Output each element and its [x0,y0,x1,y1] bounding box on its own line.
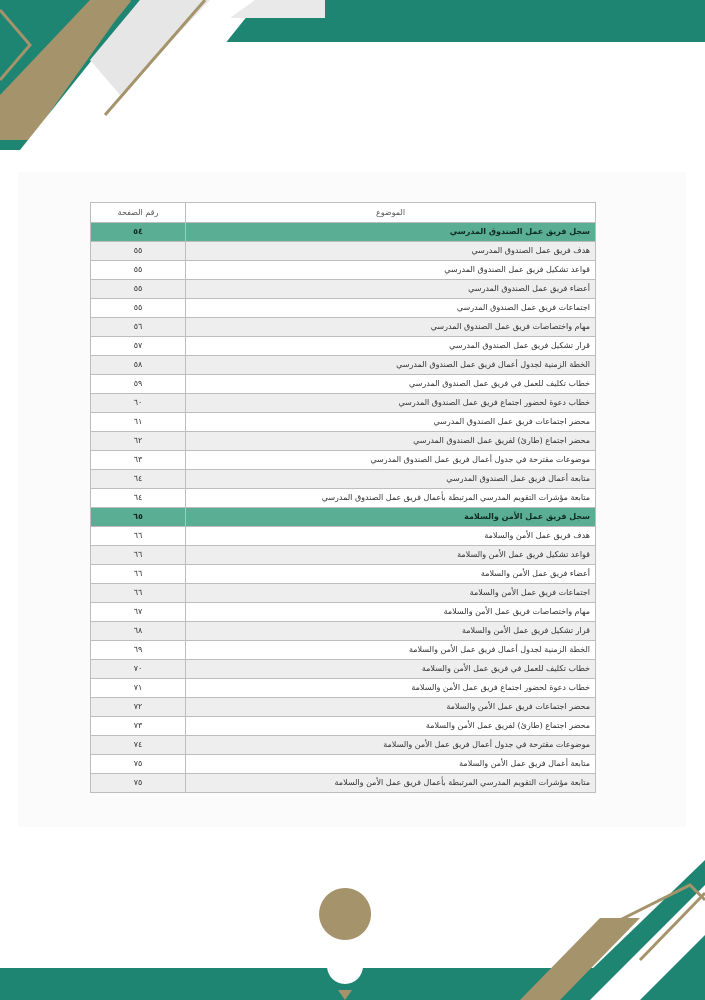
table-row [91,527,596,546]
row-subject: قرار تشكيل فريق عمل الصندوق المدرسي [186,337,596,356]
table-row [91,698,596,717]
table-body [91,223,596,793]
row-subject: محضر اجتماعات فريق عمل الأمن والسلامة [186,698,596,717]
row-page-number: ٥٥ [91,242,186,261]
table-row [91,299,596,318]
row-subject: محضر اجتماع (طارئ) لفريق عمل الصندوق المدرسي [186,432,596,451]
table-row [91,679,596,698]
row-page-number: ٦٩ [91,641,186,660]
table-row [91,584,596,603]
row-subject: اجتماعات فريق عمل الأمن والسلامة [186,584,596,603]
section-row [91,508,596,527]
table-row [91,755,596,774]
row-subject: أعضاء فريق عمل الأمن والسلامة [186,565,596,584]
table-row [91,413,596,432]
table-row [91,432,596,451]
table-row [91,546,596,565]
row-page-number: ٦٢ [91,432,186,451]
row-subject: متابعة مؤشرات التقويم المدرسي المرتبطة بأعمال فريق عمل الصندوق المدرسي [186,489,596,508]
row-subject: خطاب تكليف للعمل في فريق عمل الأمن والسلامة [186,660,596,679]
row-subject: الخطة الزمنية لجدول أعمال فريق عمل الصندوق المدرسي [186,356,596,375]
row-subject: موضوعات مقترحة في جدول أعمال فريق عمل الصندوق المدرسي [186,451,596,470]
row-subject: مهام واختصاصات فريق عمل الصندوق المدرسي [186,318,596,337]
row-page-number: ٧٠ [91,660,186,679]
row-page-number: ٦٣ [91,451,186,470]
row-page-number: ٧٢ [91,698,186,717]
row-page-number: ٦٨ [91,622,186,641]
table-of-contents [90,202,596,793]
row-subject: خطاب دعوة لحضور اجتماع فريق عمل الصندوق المدرسي [186,394,596,413]
row-page-number: ٦٧ [91,603,186,622]
row-subject: أعضاء فريق عمل الصندوق المدرسي [186,280,596,299]
row-subject: مهام واختصاصات فريق عمل الأمن والسلامة [186,603,596,622]
row-page-number: ٥٦ [91,318,186,337]
row-page-number: ٦٦ [91,565,186,584]
table-row [91,470,596,489]
row-subject: الخطة الزمنية لجدول أعمال فريق عمل الأمن والسلامة [186,641,596,660]
row-page-number: ٦٤ [91,470,186,489]
row-page-number: ٦١ [91,413,186,432]
table-row [91,660,596,679]
row-subject: محضر اجتماع (طارئ) لفريق عمل الأمن والسلامة [186,717,596,736]
row-page-number: ٥٥ [91,280,186,299]
row-subject: متابعة أعمال فريق عمل الأمن والسلامة [186,755,596,774]
row-subject: هدف فريق عمل الأمن والسلامة [186,527,596,546]
row-subject: قرار تشكيل فريق عمل الأمن والسلامة [186,622,596,641]
row-page-number: ٦٦ [91,584,186,603]
row-page-number: ٦٥ [91,508,186,527]
row-subject: هدف فريق عمل الصندوق المدرسي [186,242,596,261]
table-row [91,736,596,755]
row-subject: قواعد تشكيل فريق عمل الصندوق المدرسي [186,261,596,280]
table-row [91,774,596,793]
row-page-number: ٥٨ [91,356,186,375]
table-row [91,242,596,261]
row-page-number: ٦٦ [91,546,186,565]
table-row [91,356,596,375]
row-subject: سجل فريق عمل الأمن والسلامة [186,508,596,527]
table-row [91,337,596,356]
bottom-pin-ornament [319,888,371,940]
row-page-number: ٥٥ [91,261,186,280]
row-subject: قواعد تشكيل فريق عمل الأمن والسلامة [186,546,596,565]
table-header-row [91,203,596,223]
row-page-number: ٦٠ [91,394,186,413]
table-row [91,318,596,337]
table-row [91,280,596,299]
row-subject: محضر اجتماعات فريق عمل الصندوق المدرسي [186,413,596,432]
header-subject: الموضوع [186,203,596,223]
bottom-pin-inner [327,948,363,984]
section-row [91,223,596,242]
table-row [91,622,596,641]
header-page-number: رقم الصفحة [91,203,186,223]
row-page-number: ٧١ [91,679,186,698]
table-row [91,641,596,660]
row-page-number: ٥٩ [91,375,186,394]
table-row [91,261,596,280]
row-subject: خطاب تكليف للعمل في فريق عمل الصندوق المدرسي [186,375,596,394]
row-subject: اجتماعات فريق عمل الصندوق المدرسي [186,299,596,318]
row-page-number: ٧٥ [91,774,186,793]
table-row [91,717,596,736]
row-page-number: ٥٧ [91,337,186,356]
table-row [91,451,596,470]
row-page-number: ٥٤ [91,223,186,242]
row-page-number: ٧٣ [91,717,186,736]
row-page-number: ٦٦ [91,527,186,546]
table-row [91,565,596,584]
row-page-number: ٧٥ [91,755,186,774]
table-row [91,603,596,622]
table-row [91,394,596,413]
table-row [91,375,596,394]
row-page-number: ٥٥ [91,299,186,318]
table-row [91,489,596,508]
row-page-number: ٦٤ [91,489,186,508]
row-page-number: ٧٤ [91,736,186,755]
row-subject: متابعة أعمال فريق عمل الصندوق المدرسي [186,470,596,489]
row-subject: متابعة مؤشرات التقويم المدرسي المرتبطة بأعمال فريق عمل الأمن والسلامة [186,774,596,793]
row-subject: موضوعات مقترحة في جدول أعمال فريق عمل الأمن والسلامة [186,736,596,755]
row-subject: خطاب دعوة لحضور اجتماع فريق عمل الأمن والسلامة [186,679,596,698]
row-subject: سجل فريق عمل الصندوق المدرسي [186,223,596,242]
